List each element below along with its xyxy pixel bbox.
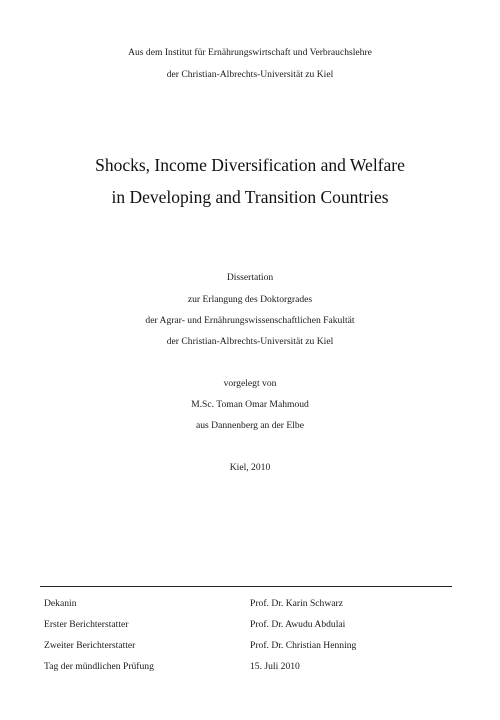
dissertation-line-2: der Agrar- und Ernährungswissenschaftlichen Fakultät [145,315,355,326]
horizontal-rule [40,586,452,587]
place-date: Kiel, 2010 [229,462,271,473]
dissertation-label: Dissertation [226,272,274,283]
committee-name: Prof. Dr. Christian Henning [250,640,357,651]
committee-name: Prof. Dr. Awudu Abdulai [250,619,346,630]
author-name: M.Sc. Toman Omar Mahmoud [191,399,309,410]
committee-row [0,661,500,675]
committee-row [0,619,500,633]
committee-name: 15. Juli 2010 [250,661,300,672]
title-line-2: in Developing and Transition Countries [111,187,389,207]
institute-line-2: der Christian-Albrechts-Universität zu Kiel [166,69,334,80]
institute-line-1: Aus dem Institut für Ernährungswirtschaft und Verbrauchslehre [128,47,372,58]
title-line-1: Shocks, Income Diversification and Welfare [95,155,405,175]
committee-row [0,640,500,654]
committee-role: Erster Berichterstatter [44,619,129,630]
author-origin: aus Dannenberg an der Elbe [196,420,304,431]
dissertation-line-3: der Christian-Albrechts-Universität zu Kiel [166,336,334,347]
committee-role: Dekanin [44,598,77,609]
committee-role: Tag der mündlichen Prüfung [44,661,154,672]
committee-name: Prof. Dr. Karin Schwarz [250,598,343,609]
committee-row [0,598,500,612]
dissertation-line-1: zur Erlangung des Doktorgrades [187,294,313,305]
presented-by: vorgelegt von [223,378,277,389]
committee-role: Zweiter Berichterstatter [44,640,136,651]
